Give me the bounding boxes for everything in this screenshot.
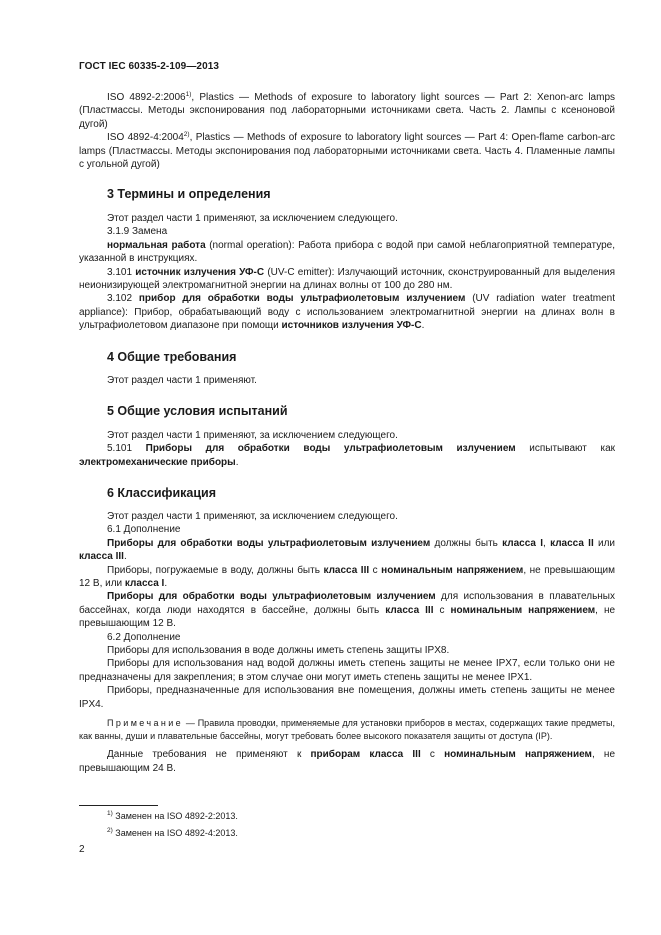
definition-text: (UV-C emitter): Излучающий источник, сконструированный для выделения неионизирующей электромагнитной энергии на длинах волны от 100 до 280 нм.: [79, 266, 615, 292]
clause-number: 3.101: [107, 266, 136, 278]
term: класса III: [79, 551, 124, 563]
text: с: [420, 749, 445, 761]
term: класса I: [502, 537, 544, 549]
footnote-mark: 2): [107, 827, 113, 834]
term: класса I: [124, 578, 165, 590]
clause-number: 5.101: [107, 443, 146, 455]
ipx8-paragraph: Приборы для использования в воде должны иметь степень защиты IPX8.: [107, 645, 450, 657]
reference-iso-4892-2: [79, 91, 615, 131]
text: с: [369, 564, 382, 576]
section-5-body: [79, 429, 615, 469]
section-3-intro: Этот раздел части 1 применяют, за исключением следующего.: [107, 213, 398, 224]
footnote-2: [107, 828, 238, 838]
section-6-heading: 6 Классификация: [107, 486, 217, 500]
classification-paragraph-1: [79, 537, 615, 564]
clause-5-101: [79, 442, 615, 469]
text: Данные требования не применяют к: [107, 749, 311, 761]
term: класса III: [323, 564, 370, 576]
punctuation: .: [421, 320, 425, 332]
ipx7-paragraph: Приборы для использования над водой должны иметь степень защиты не менее IPX7, если только они не предназначены для закрепления; в этом случае они могут иметь степень защиты не менее IPX1.: [79, 658, 615, 683]
term: номинальным напряжением: [381, 564, 524, 576]
term: Приборы для обработки воды ультрафиолетовым излучением: [145, 443, 516, 455]
class-iii-exemption-paragraph: [79, 748, 615, 775]
footnote-text: Заменен на ISO 4892-2:2013.: [112, 811, 238, 821]
section-3-body: [79, 212, 615, 333]
section-6-body: [79, 510, 615, 775]
definition-normal-operation: [79, 239, 615, 266]
section-5-heading: 5 Общие условия испытаний: [107, 404, 288, 418]
footnote-text: Заменен на ISO 4892-4:2013.: [112, 828, 238, 838]
term: источник излучения УФ-С: [135, 266, 265, 278]
clause-6-2: 6.2 Дополнение: [107, 631, 181, 643]
punctuation: .: [235, 456, 239, 468]
definition-text: (UV radiation water treatment appliance): Прибор, обрабатывающий воду с использованием электромагнитной энергии на длинах волн в ультрафиолетовом диапазоне при помощи: [79, 293, 615, 332]
references-block: [79, 91, 615, 171]
note-text: — Правила проводки, применяемые для установки приборов в местах, содержащих такие предметы, как ванны, души и плавательные бассейны, могут требовать более высокого показателя защиты от доступа (IP).: [79, 718, 615, 741]
definition-uv-water-treatment: [79, 292, 615, 332]
clause-3-1-9: 3.1.9 Замена: [107, 226, 168, 238]
definition-text: (normal operation): Работа прибора с водой при самой неблагоприятной температуре, указанной в инструкциях.: [79, 239, 615, 265]
reference-code: ISO 4892-2:2006: [107, 92, 186, 103]
text: , не превышающим 12 В, или: [79, 564, 616, 590]
definition-uvc-emitter: [79, 266, 615, 293]
text: должны быть: [430, 537, 503, 549]
term: Приборы для обработки воды ультрафиолетовым излучением: [107, 591, 436, 603]
footnote-mark: 2): [183, 131, 190, 139]
punctuation: .: [164, 578, 168, 590]
term: номинальным напряжением: [444, 749, 592, 761]
section-5-intro: Этот раздел части 1 применяют, за исключением следующего.: [107, 430, 398, 441]
note-paragraph: [79, 717, 615, 742]
text: , не превышающим 24 В.: [79, 749, 616, 774]
term: прибор для обработки воды ультрафиолетовым излучением: [138, 293, 466, 305]
footnote-mark: 1): [185, 91, 192, 98]
classification-paragraph-3: [79, 590, 615, 630]
text: ,: [543, 537, 551, 549]
section-4-heading: 4 Общие требования: [107, 350, 237, 364]
section-4-body: [79, 374, 615, 387]
text: с: [433, 604, 451, 616]
text: или: [593, 537, 616, 549]
section-3-heading: 3 Термины и определения: [107, 187, 271, 201]
term: источников излучения УФ-С: [281, 320, 422, 332]
section-4-text: Этот раздел части 1 применяют.: [107, 375, 257, 386]
reference-title: , Plastics — Methods of exposure to laboratory light sources — Part 2: Xenon-arc lamps (Пластмассы. Методы экспонирования под лабораторными источниками света. Часть 2. Лампы с ксеноновой дугой): [79, 92, 616, 130]
clause-number: 3.102: [107, 293, 139, 305]
term: нормальная работа: [107, 239, 206, 251]
clause-text: испытывают как: [515, 443, 616, 455]
clause-6-1: 6.1 Дополнение: [107, 524, 181, 536]
text: , не превышающим 12 В.: [79, 604, 616, 630]
reference-title: , Plastics — Methods of exposure to laboratory light sources — Part 4: Open-flame carbon-arc lamps (Пластмассы. Методы экспонирования под лабораторными источниками света. Часть 4. Пламенные лампы с угольной дугой): [79, 132, 615, 171]
reference-code: ISO 4892-4:2004: [107, 132, 184, 144]
term: класса II: [550, 537, 594, 549]
term: класса III: [385, 604, 434, 616]
page-number: 2: [79, 844, 85, 855]
document-header: ГОСТ IEC 60335-2-109—2013: [79, 61, 220, 72]
section-6-intro: Этот раздел части 1 применяют, за исключением следующего.: [107, 511, 398, 522]
punctuation: .: [123, 551, 127, 563]
ipx4-paragraph: Приборы, предназначенные для использования вне помещения, должны иметь степень защиты не менее IPX4.: [79, 685, 615, 710]
term: Приборы для обработки воды ультрафиолетовым излучением: [107, 537, 431, 549]
term: электромеханические приборы: [79, 456, 236, 468]
footnote-mark: 1): [107, 810, 113, 817]
term: приборам класса III: [310, 749, 421, 761]
footnote-1: [107, 811, 238, 821]
note-label: Примечание: [107, 718, 184, 729]
reference-iso-4892-4: [79, 131, 615, 171]
term: номинальным напряжением: [450, 604, 596, 616]
classification-paragraph-2: [79, 564, 615, 591]
text: для использования в плавательных бассейнах, когда люди находятся в бассейне, должны быть: [79, 591, 615, 616]
text: Приборы, погружаемые в воду, должны быть: [107, 564, 324, 576]
footnote-separator: [79, 805, 158, 806]
